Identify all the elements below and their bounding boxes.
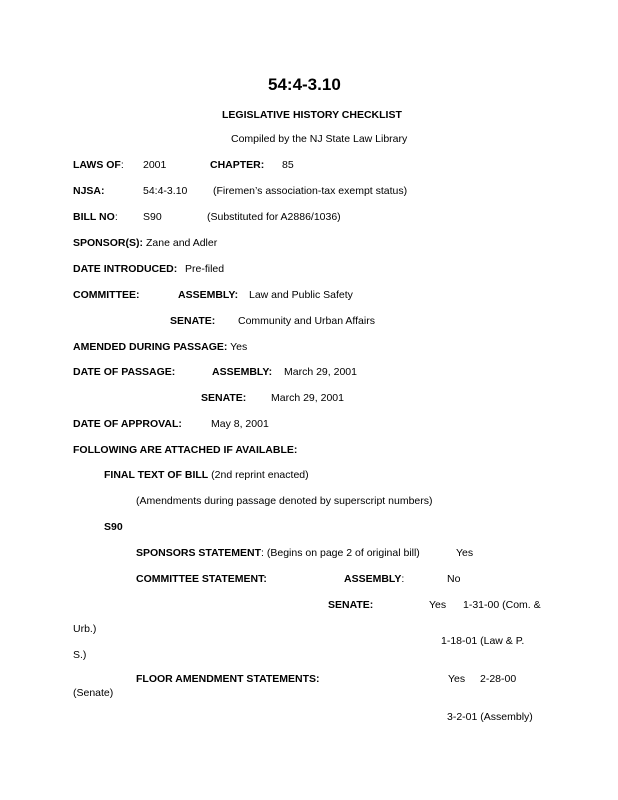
committee-statement-assembly-label: ASSEMBLY: bbox=[344, 573, 405, 585]
sponsors-statement-note: : (Begins on page 2 of original bill) bbox=[261, 547, 420, 559]
passage-senate-label: SENATE: bbox=[201, 392, 247, 404]
chapter-label: CHAPTER: bbox=[210, 159, 265, 171]
passage-assembly-label: ASSEMBLY: bbox=[212, 366, 273, 378]
committee-statement-senate-date-1: 1-31-00 (Com. & bbox=[463, 599, 541, 611]
compiled-by: Compiled by the NJ State Law Library bbox=[231, 133, 408, 145]
laws-of-year: 2001 bbox=[143, 159, 167, 171]
laws-of-label: LAWS OF: bbox=[73, 159, 124, 171]
date-of-approval-label: DATE OF APPROVAL: bbox=[73, 418, 182, 430]
committee-statement-senate-value: Yes bbox=[429, 599, 447, 611]
njsa-note: (Firemen’s association-tax exempt status) bbox=[213, 185, 408, 197]
floor-amendment-value: Yes bbox=[448, 673, 466, 685]
final-text-label: FINAL TEXT OF BILL bbox=[104, 469, 209, 481]
amended-label: AMENDED DURING PASSAGE: bbox=[73, 341, 228, 353]
bill-no-note: (Substituted for A2886/1036) bbox=[207, 211, 341, 223]
attached-heading: FOLLOWING ARE ATTACHED IF AVAILABLE: bbox=[73, 444, 298, 456]
njsa-value: 54:4-3.10 bbox=[143, 185, 188, 197]
document-subtitle: LEGISLATIVE HISTORY CHECKLIST bbox=[222, 109, 402, 121]
date-of-passage-label: DATE OF PASSAGE: bbox=[73, 366, 176, 378]
bill-heading: S90 bbox=[104, 521, 123, 533]
committee-label: COMMITTEE: bbox=[73, 289, 140, 301]
sponsors-statement-label: SPONSORS STATEMENT bbox=[136, 547, 262, 559]
amended-row bbox=[73, 342, 247, 353]
passage-assembly-value: March 29, 2001 bbox=[284, 366, 357, 378]
passage-senate-value: March 29, 2001 bbox=[271, 392, 344, 404]
floor-amendment-label: FLOOR AMENDMENT STATEMENTS: bbox=[136, 673, 320, 685]
floor-amendment-wrap-1: (Senate) bbox=[73, 687, 114, 699]
committee-senate-value: Community and Urban Affairs bbox=[238, 315, 375, 327]
chapter-value: 85 bbox=[282, 159, 294, 171]
committee-assembly-label: ASSEMBLY: bbox=[178, 289, 239, 301]
amended-value: Yes bbox=[230, 341, 248, 353]
committee-senate-label: SENATE: bbox=[170, 315, 216, 327]
sponsors-label: SPONSOR(S): bbox=[73, 237, 144, 249]
date-introduced-value: Pre-filed bbox=[185, 263, 225, 275]
committee-statement-senate-wrap-1: Urb.) bbox=[73, 623, 97, 635]
date-introduced-label: DATE INTRODUCED: bbox=[73, 263, 178, 275]
date-of-approval-value: May 8, 2001 bbox=[211, 418, 269, 430]
document-title: 54:4-3.10 bbox=[268, 75, 341, 94]
final-text-note: (2nd reprint enacted) bbox=[211, 469, 309, 481]
committee-statement-senate-date-2: 1-18-01 (Law & P. bbox=[441, 635, 525, 647]
bill-no-value: S90 bbox=[143, 211, 162, 223]
floor-amendment-date-2: 3-2-01 (Assembly) bbox=[447, 711, 533, 723]
sponsors-statement-row bbox=[136, 548, 420, 559]
sponsors-value: Zane and Adler bbox=[146, 237, 218, 249]
njsa-label: NJSA: bbox=[73, 185, 105, 197]
committee-statement-senate-wrap-2: S.) bbox=[73, 649, 87, 661]
amendments-note: (Amendments during passage denoted by superscript numbers) bbox=[136, 495, 433, 507]
committee-statement-senate-label: SENATE: bbox=[328, 599, 374, 611]
committee-statement-label: COMMITTEE STATEMENT: bbox=[136, 573, 267, 585]
floor-amendment-date-1: 2-28-00 bbox=[480, 673, 517, 685]
sponsors-statement-value: Yes bbox=[456, 547, 474, 559]
bill-no-label: BILL NO: bbox=[73, 211, 118, 223]
committee-statement-assembly-value: No bbox=[447, 573, 461, 585]
committee-assembly-value: Law and Public Safety bbox=[249, 289, 353, 301]
final-text-row bbox=[104, 470, 309, 481]
